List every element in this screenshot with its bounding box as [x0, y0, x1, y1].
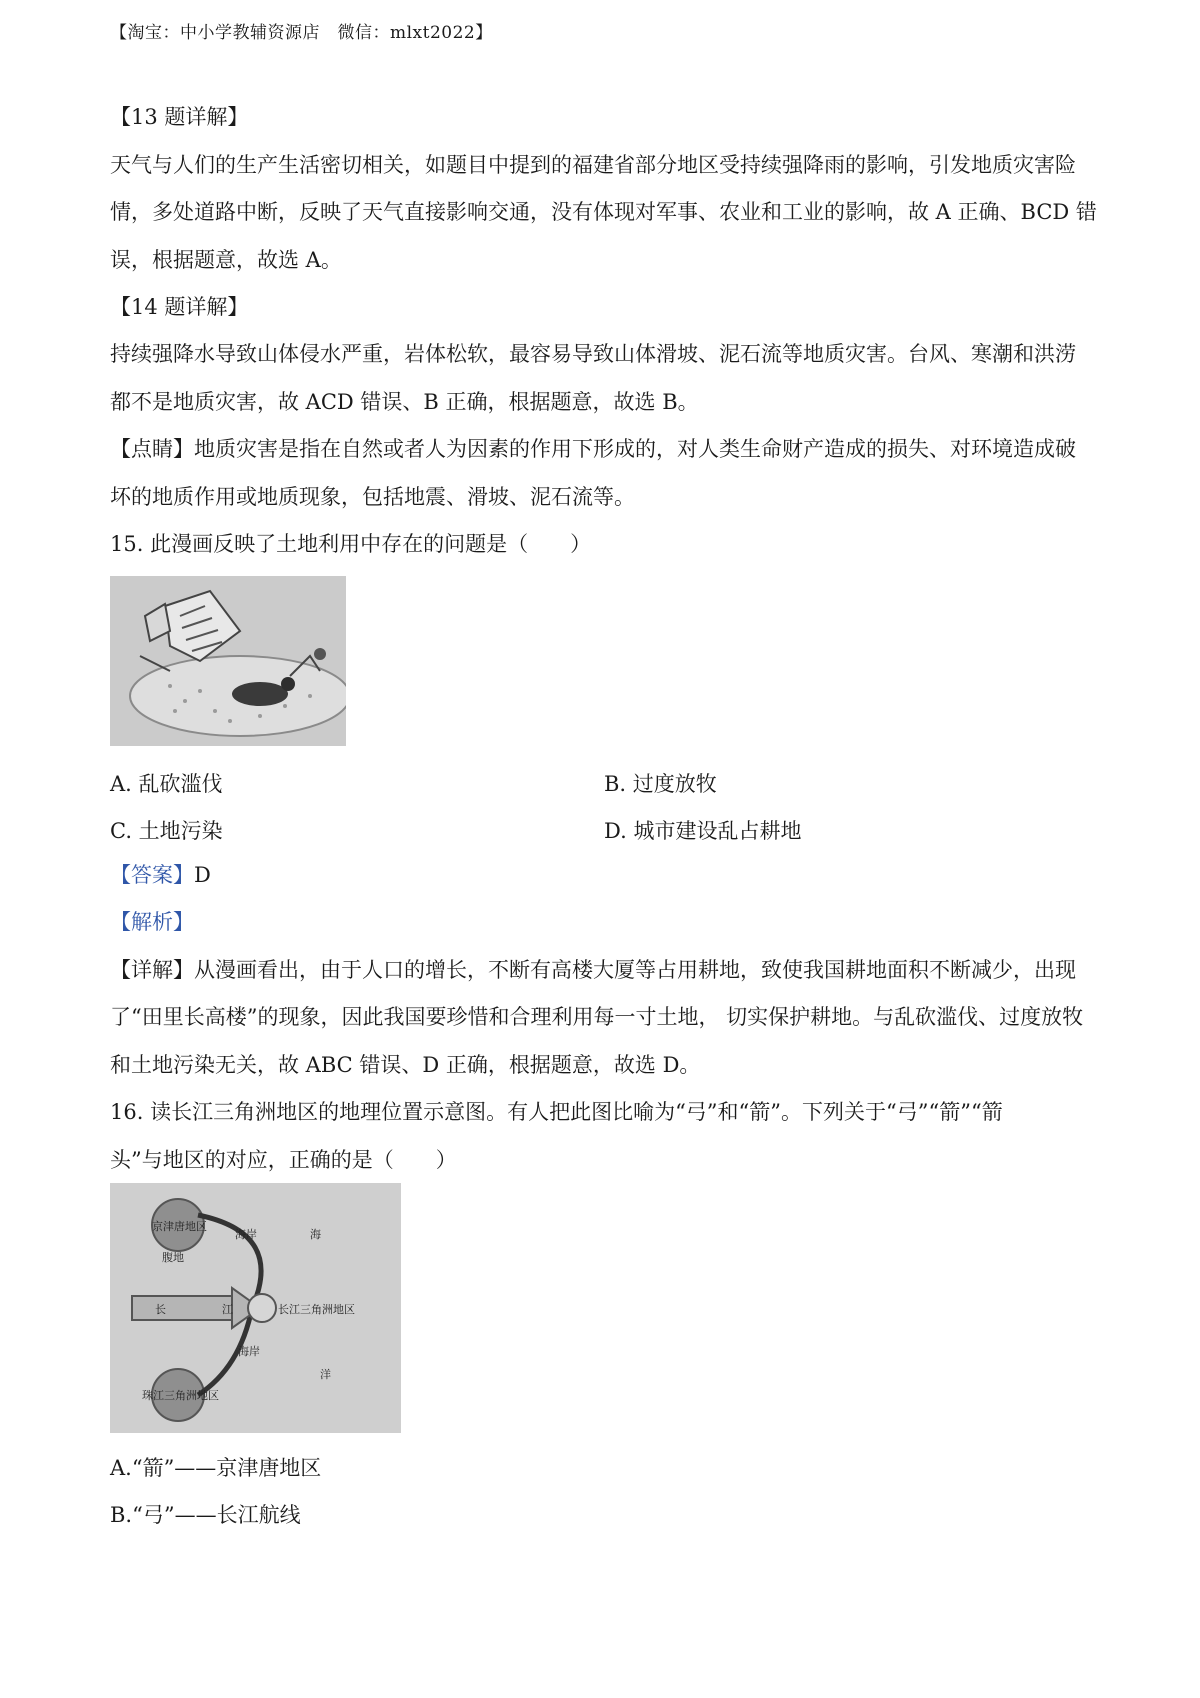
- q15-detail-line-3: 和土地污染无关，故 ABC 错误、D 正确，根据题意，故选 D。: [110, 1053, 701, 1077]
- q14-note-line-2: 坏的地质作用或地质现象，包括地震、滑坡、泥石流等。: [110, 485, 635, 509]
- q14-line-2: 都不是地质灾害，故 ACD 错误、B 正确，根据题意，故选 B。: [110, 390, 699, 414]
- q14-line-1: 持续强降水导致山体侵水严重，岩体松软，最容易导致山体滑坡、泥石流等地质灾害。台风、寒潮和洪涝: [110, 342, 1076, 366]
- q15-option-a: A. 乱砍滥伐: [110, 772, 223, 796]
- q13-line-1: 天气与人们的生产生活密切相关，如题目中提到的福建省部分地区受持续强降雨的影响，引发地质灾害险: [110, 153, 1076, 177]
- q15-cartoon-image: [110, 576, 346, 746]
- q14-title: 【14 题详解】: [110, 295, 249, 319]
- q16-map-image: [110, 1183, 401, 1433]
- q15-option-c: C. 土地污染: [110, 819, 223, 843]
- q14-note-line-1: 【点睛】地质灾害是指在自然或者人为因素的作用下形成的，对人类生命财产造成的损失、对环境造成破: [110, 437, 1076, 461]
- q13-line-3: 误，根据题意，故选 A。: [110, 248, 342, 272]
- map-label-delta: 长江三角洲地区: [278, 1303, 355, 1316]
- map-label-coast-bottom: 海岸: [238, 1345, 260, 1358]
- q16-option-b: B.“弓”——长江航线: [110, 1503, 301, 1527]
- q13-title: 【13 题详解】: [110, 105, 249, 129]
- map-label-arrow-mid: 江: [222, 1303, 233, 1316]
- map-label-coast-top: 海岸: [235, 1228, 257, 1241]
- q15-detail-line-2: 了“田里长高楼”的现象，因此我国要珍惜和合理利用每一寸土地， 切实保护耕地。与乱砍滥伐、过度放牧: [110, 1005, 1084, 1029]
- map-label-sea: 海: [310, 1228, 321, 1241]
- map-label-ocean: 洋: [320, 1368, 331, 1381]
- q15-detail-line-1: 【详解】从漫画看出，由于人口的增长，不断有高楼大厦等占用耕地，致使我国耕地面积不断减少，出现: [110, 958, 1076, 982]
- analysis-tag: 【解析】: [110, 910, 194, 934]
- q15-answer-line: [110, 863, 211, 887]
- q15-option-d: D. 城市建设乱占耕地: [604, 819, 802, 843]
- q16-option-a: A.“箭”——京津唐地区: [110, 1456, 322, 1480]
- page-header: 【淘宝：中小学教辅资源店 微信：mlxt2022】: [110, 23, 493, 43]
- map-label-top-sub: 腹地: [162, 1251, 184, 1264]
- map-label-top-region: 京津唐地区: [152, 1220, 207, 1233]
- map-label-bottom-region: 珠江三角洲地区: [142, 1389, 219, 1402]
- q15-stem: 15. 此漫画反映了土地利用中存在的问题是（ ）: [110, 532, 592, 556]
- map-label-arrow-tail: 长: [155, 1303, 166, 1316]
- answer-tag: 【答案】: [110, 863, 194, 887]
- q16-stem-line-2: 头”与地区的对应，正确的是（ ）: [110, 1148, 457, 1172]
- q15-option-b: B. 过度放牧: [604, 772, 717, 796]
- answer-value: D: [194, 863, 211, 887]
- q13-line-2: 情，多处道路中断，反映了天气直接影响交通，没有体现对军事、农业和工业的影响，故 A 正确、BCD 错: [110, 200, 1097, 224]
- q16-stem-line-1: 16. 读长江三角洲地区的地理位置示意图。有人把此图比喻为“弓”和“箭”。下列关于“弓”“箭”“箭: [110, 1100, 1003, 1124]
